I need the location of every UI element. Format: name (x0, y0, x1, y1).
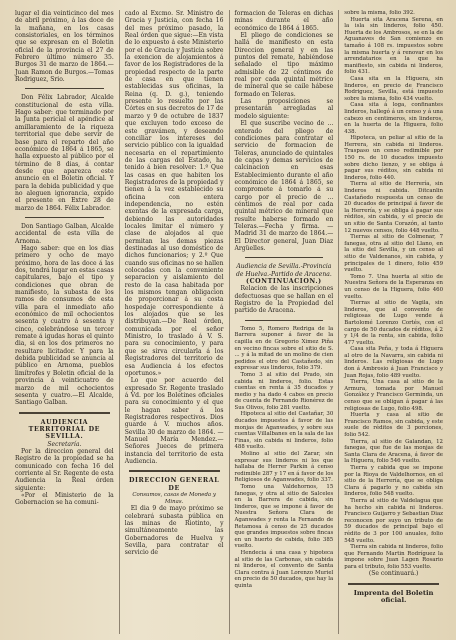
record-entry: Molino al sitio del Zarar, sin expresar sus linderos ni los que hallaba de Herrer Parkin á censo redimible 287 y 17 en á favor de los Religiosos de Aganwades, folio 337. (234, 451, 334, 484)
section-heading: Audiencia de Sevilla.-Provincia de Huelva.-Partido de Aracena. (236, 263, 332, 278)
record-entry: Huerta y casa al sitio de Francisco Ramos, sin cabida, y este suele de réditos de 3 porciones, folio 542. (344, 412, 443, 438)
record-entry: Tierra sin cabida ni linderos, folio que Fernando Martin Rodríguez la impone sobre Juan Lagen Rosario para el tributo, folio 553 vuelto. (344, 544, 443, 570)
section-heading: DIRECCION GENERAL DE (128, 477, 220, 492)
notice-paragraph: El que suscribe vecino de ... enterado del pliego de condiciones para contratar el servicio de formacion de Teleras, anunciado de quintales de capas y demas servicios de calcinacion en esas Establecimiento durante el año económico de 1864 á 1865, se compromete á tomarlo á su cargo por el precio de ... céntimos de real por cada quintal métrico de mineral que resulte haberse formado en Teleras.—Fecha y firma. —Madrid 31 de marzo de 1864.—El Director general, Juan Diaz Argüelles. (234, 120, 334, 252)
notice-paragraph: Lo que por acuerdo del expresado Sr. Regente traslado á Vd. por los Boletines oficiales para su conocimiento y el que le hagan saber á los Registradores respectivos. Dios guarde á V. muchos años. Sevilla 30 de marzo de 1864. —Manuel María Mendez.—Señores Jueces de primera instancia del territorio de esta Audiencia. (124, 377, 224, 465)
notice-paragraph: Las proposiciones se presentarán arregladas al modelo siguiente: (234, 98, 334, 120)
record-entry: Tierras al sitio de Colmenar, 7 fanegas, otra al sitio del Llano, en la sitio del Sevilla, y un censo al sitio de Valdenanos, sin cabida, y principales de 1 dinero, folio 459 vuelto. (344, 234, 443, 274)
section-separator (129, 470, 220, 472)
record-entry: Hendecia á una casa y hipoteca al sitio de las Carbonas, sin cabida ni linderos, el convento de Santa Clara contra á Juan Lorenzo Muriel en precio de 50 ducados, que hay la quinta (234, 549, 334, 589)
record-entry: Hipoteca al sitio del Castañar, 30 ducados impuestos á favor de las monjas de Aganwades, y sobre sus cuentas Villalbanes en la sala de las Finas, sin cabida ni linderos, folio 488 vuelto. (234, 411, 334, 451)
record-entry: Tierra, al sitio de Galandan, 12 fanegas, que fue de las monjas de Santa Clara de Aracena, á favor de la Higuera, folio 546 vuelto. (344, 438, 443, 465)
column-2 (120, 10, 230, 634)
record-entry: Tomo una Valdehornos, 15 fanegas, y otra al sitio de Salceles en la Barrera de cabida, sin linderos, que se impone á favor de Nuestra Señora Clara de Aganwades y renta la Fernando de Retamosa á censo de 25 ducados que grandes impuestos sobre fincas en un huerto de cabida, folio 385 vuelto. (234, 484, 334, 550)
section-subheading: Secretaría. (47, 440, 82, 448)
continuation-heading: (CONTINUACION.) (245, 278, 322, 286)
record-entry: Casa sita Peña, y toda á Higuera al otro de la Navarra, sin cabida ni linderos. Las religiosas de Lugo don á Ambrosio á Juan Francisco y Juan Rojas, folio 489 vuelto. (344, 346, 443, 379)
separator (25, 88, 104, 89)
notice-paragraph: cado al Excmo. Sr. Ministro de Gracia y Justicia, con fecha 16 del mes próximo pasado, la Real órden que sigue:—En vista de lo expuesto á este Ministerio por el de Gracia y Justicia sobre la exencion de alojamientos á favor de los Registradores de la propiedad respecto de la parte de casa en que tienen establecidas sus oficinas, la Reina (q. D. g.), teniendo presente lo resuelto por las Córtes en sus decretos de 17 de marzo y 9 de octubre de 1837 que excluyen todo exceso de este gravámen, y deseando conciliar los intereses del servicio público con la igualdad necesaria en el repartimiento de las cargas del Estado, ha tenido á bien resolver: 1.º Que las casas en que habiten los Registradores de la propiedad y tienen á la vez establecido su oficina con entera independencia, no estén exentas de la expresada carga, debiendo las autoridades locales limitar el número y clase de alojados al que permitan las demas piezas destinadas al uso doméstico de dichos funcionarios; y 2.º Que cuando sus oficinas no se hallen colocadas con la conveniente separacion y aislamiento del resto de la casa habitada por los mismos tengan obligacion de proporcionar á su costa hospedaje correspondiente á los alojados que se les distribuyan.—De Real órden, comunicada por el señor Ministro, lo traslado á V. S. para su conocimiento, y para que se sirva circularla á los Registradores del territorio de esa Audiencia á los efectos oportunos.» (124, 10, 224, 377)
printer-footer: Imprenta del Boletin oficial. (353, 588, 434, 605)
separator (245, 257, 324, 258)
continuation-note: (Se continuará.) (368, 570, 419, 578)
separator (245, 320, 324, 321)
record-entry: Tierra al sitio de Herrería, sin linderos ni cabida. Ditcanlin Castañedo respuesta un censo de 20 ducados de principal á favor de la Herrería, y se obliga á pagar sus réditos, sin cabida, y el precio de un sitio de Santa Corazón, al tanto 12 nuevos censos, folio 448 vuelto. (344, 181, 443, 234)
separator (25, 217, 104, 218)
notice-paragraph: formacion de Teleras en dichas minas durante el año económico de 1864 á 1865. (234, 10, 334, 32)
section-subheading: Consumos, casas de Moneda y Minas. (132, 492, 216, 505)
record-entry: Tomo 7. Una huerta al sitio de Nuestra Señora de la Esperanza en un censo de la Higuera, folio 460 vuelto. (344, 273, 443, 300)
record-entry: Tierra al sitio de Valdelagua que ha hecho sin cabida ni linderos. Francisco Guijarro y Sebastian Diaz reconocen por suyo un tributo de 59 ducados de principal bajo el rédito de 3 por 100 anuales, folio 548 vuelto. (344, 497, 443, 544)
notice-paragraph: «Por el Ministerio de la Gobernacion se ha comuni- (15, 491, 114, 507)
record-entry: Tierras al sitio de Vagila, sin linderos, que al convento de religiosas de Lugo vende á Bartolomé Lorenzo Cortés, con el cargo de 50 ducados de réditos, á 2 y 1/4 de la renta, sin cabida, folio 477 vuelto. (344, 300, 443, 346)
notice-paragraph: lugar el dia veinticinco del mes de abril próximo, á las doce de la mañana, en los casas consistoriales, en los términos que se expresan en el Boletin oficial de la provincia el 27 de Febrero último número 35. Burgos 31 de marzo de 1864.—Juan Ramon de Burgos.—Tomas Rodriguez, Srio. (15, 10, 114, 84)
notice-paragraph: El dia 9 de mayo próximo se celebrará subasta pública en las minas de Riotinto, y simultáneamente las Gobernadores de Huelva y Sevilla, para contratar el servicio de (124, 505, 224, 557)
record-entry: sobre la misma, folio 392. (344, 10, 415, 16)
section-separator (19, 412, 110, 414)
notice-paragraph: Relacion de las inscripciones defectuosas que se hallan en el Registro de la Propiedad del partido de Aracena. (234, 285, 334, 315)
column-4 (339, 10, 448, 634)
notice-paragraph: Por la direccion general del Registro de la propiedad se ha comunicado con fecha 16 del corriente al Sr. Regente de esta Audiencia la Real órden siguiente: (15, 447, 114, 492)
notice-paragraph: Hago saber: que en los dias primero y ocho de mayo próximo, hora de las doce á las dos, tendrá lugar en estas casas capitulares, bajo el tipo y condiciones que obran de manifiesto, la subasta de los ramos de consumos de esta villa para el inmediato año económico de mil ochocientos sesenta y cuatro á sesenta y cinco, celebrándose un tercer remate á igudas horas el quinto dia, si en los dos primeros no resultare licitador. Y para la debida publicidad se anuncia al público en Arnoma, pueblos limítrofes y Boletin oficial de la provincia á veinticuatro de marzo de mil ochocientos sesenta y cuatro.—El Alcalde, Santiago Galban. (15, 244, 114, 407)
column-3 (230, 10, 340, 634)
section-separator (348, 583, 439, 585)
notice-paragraph: Don Félix Labrador, Alcalde constitucional de esta villa. Hago saber: que terminado por la Junta pericial el apéndice al amillaramiento de la riqueza territorial que debe servir de base para el reparto del año económico de 1864 á 1865, se halla expuesto al público por el término de 8 dias, á contar desde que aparezca este anuncio en el Boletin oficial. Y para la debida publicidad y que no aleguen ignorancia, expido el presente en Extre 28 de marzo de 1864. Félix Labrador. (15, 94, 114, 212)
record-entry: Tomo 5, Romero Redriga de la Barrera suponer á favor de la capilla en de Gregorio Ximez Piña en vecino fincas sobre el sitio de S. ... y á la mitad de un molino de cien pedidos el otro del Castañedo, sin expresar sus linderos, folio 379. (234, 325, 334, 372)
record-entry: Tierra y cabida que se impone por la Rioya de Valdelhornos, en el sitio de la Herrería, que se obliga Clara á pagarlo y no cabida sin linderos, folio 548 vuelto. (344, 464, 443, 498)
record-entry: Tomo 3 al sitio del Prado, sin cabida ni linderos, folio. Estas cuentas en renta á 35 ducados y medio y ha dado 4 cabos en precio de cuenta de Fernando Rionérez de Sus Olivos, folio 281 vuelto. (234, 371, 334, 411)
columns (10, 10, 448, 634)
record-entry: Hipoteca, un peliar al sitio de la Herrera, sin cabida ni linderos. Traspaso un censo redimible por 150 rs. de 10 ducados impuesto sobre dicho lienzo, y se obliga á pagar sus réditos, sin cabida ni linderos, folio 440. (344, 135, 443, 181)
record-entry: Casa sita en la Higuera, sin linderos, en precio de Francisco Rodriguez, Sevilla, está impuesto sobre la misma, folio 434 vuelto. (344, 75, 443, 102)
record-entry: Casa sita á loga, confinantes linderos, hallegó á un censo y á una cabezo en centimeros, sin linderos, en la huerta de la Higuera, folio 438. (344, 102, 443, 135)
record-entry: Tierra, Una casa al sitio de la Armura, tomada por Manuel González y Francisco Germinda, un censo que se obligan á pagar á las religiosas de Lugo, folio 498. (344, 379, 443, 412)
notice-paragraph: Don Santiago Galban, Alcalde accidental de esta villa de Arnoma. (15, 222, 114, 245)
column-1 (10, 10, 120, 634)
record-entry: Huerta sita Aracena Serena, en la isla sin linderos, folio 450. Huerta de los Ambrosos, se en la de Aguanaves de San comienzo en tamaño á 108 rs. impuestos sobre la misma huerta y á renovar en los arrendatarios en la que ha manifiesto, sin cabida ni linderos, folio 431. (344, 16, 443, 76)
section-heading: AUDIENCIA TERRITORIAL DE SEVILLA. (28, 418, 101, 441)
notice-paragraph: El pliego de condiciones se hallá de manifiesto en esta Direccion general y en las puntos del remate, habiéndose señalado el tipo máximo admisible de 22 céntimos de real por cada quintal métrico de mineral que se caile hábese formado en Teleras. (234, 32, 334, 98)
